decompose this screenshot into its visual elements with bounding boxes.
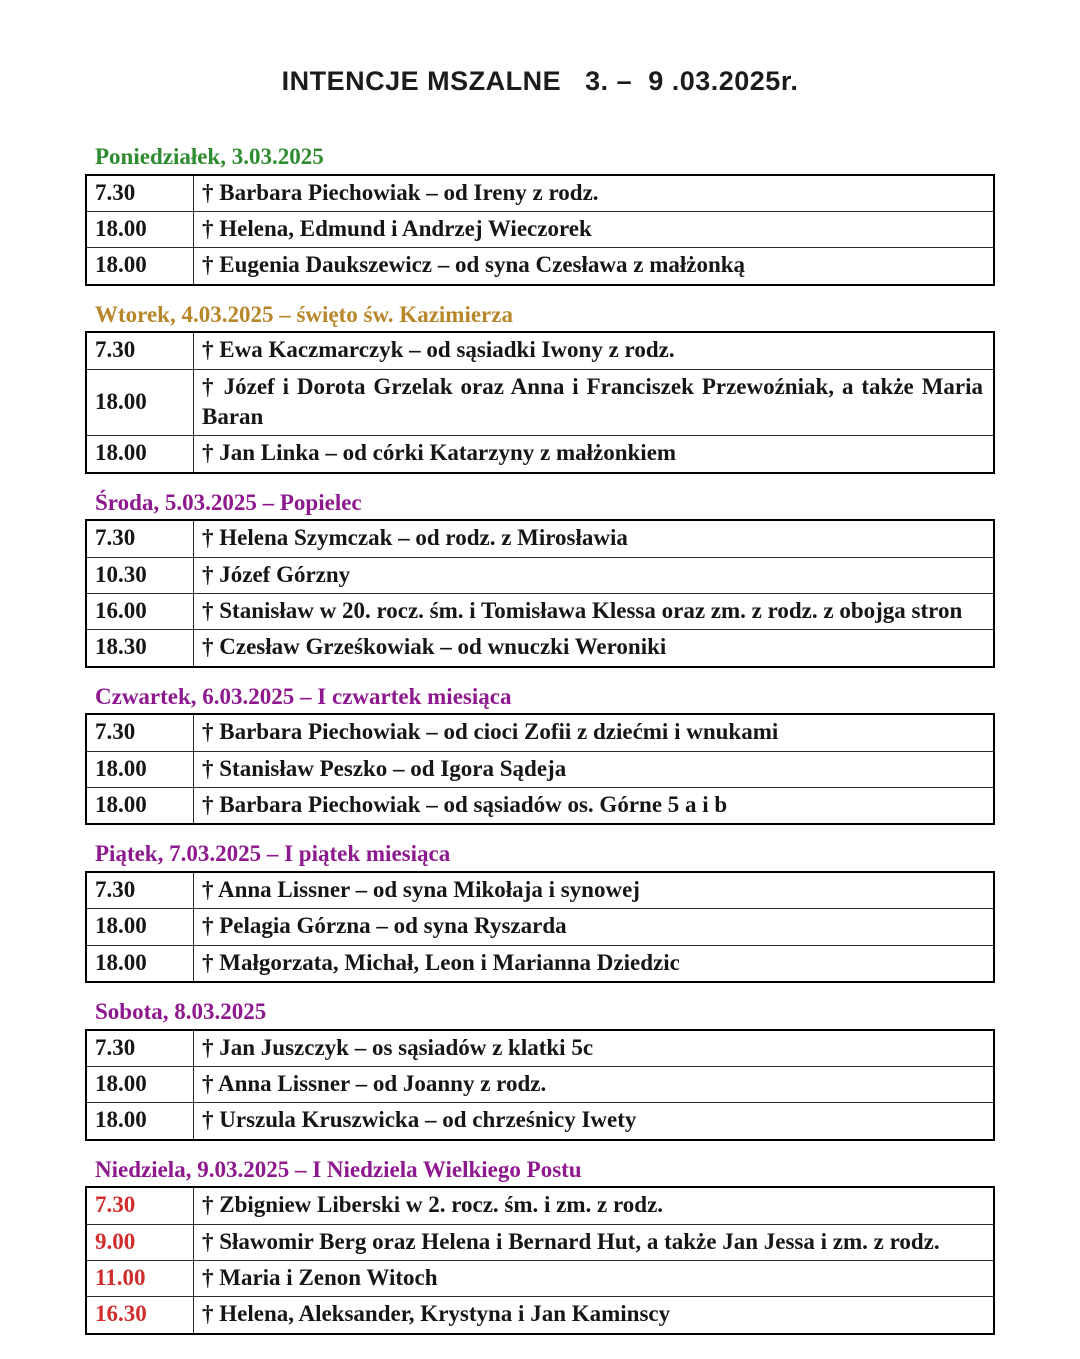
mass-intention: † Barbara Piechowiak – od sąsiadów os. Górne 5 a i b bbox=[194, 788, 995, 825]
mass-time: 18.00 bbox=[86, 1103, 194, 1140]
mass-intention: † Józef i Dorota Grzelak oraz Anna i Franciszek Przewoźniak, a także Maria Baran bbox=[194, 369, 995, 436]
mass-time: 18.00 bbox=[86, 788, 194, 825]
table-row bbox=[86, 332, 994, 369]
table-row bbox=[86, 436, 994, 473]
mass-intention: † Helena Szymczak – od rodz. z Mirosławia bbox=[194, 520, 995, 557]
table-row bbox=[86, 751, 994, 787]
day-section bbox=[85, 1156, 995, 1335]
table-row bbox=[86, 369, 994, 436]
table-row bbox=[86, 945, 994, 982]
table-row bbox=[86, 714, 994, 751]
mass-intentions-table bbox=[85, 871, 995, 983]
mass-intention: † Zbigniew Liberski w 2. rocz. śm. i zm. z rodz. bbox=[194, 1187, 995, 1224]
mass-time: 7.30 bbox=[86, 872, 194, 909]
mass-intentions-table bbox=[85, 713, 995, 825]
table-row bbox=[86, 1297, 994, 1334]
mass-intention: † Małgorzata, Michał, Leon i Marianna Dziedzic bbox=[194, 945, 995, 982]
table-row bbox=[86, 909, 994, 945]
page-title: INTENCJE MSZALNE 3. – 9 .03.2025r. bbox=[281, 66, 799, 96]
mass-intention: † Maria i Zenon Witoch bbox=[194, 1261, 995, 1297]
mass-intentions-table bbox=[85, 1029, 995, 1141]
day-heading: Środa, 5.03.2025 – Popielec bbox=[95, 489, 362, 515]
table-row bbox=[86, 872, 994, 909]
table-row bbox=[86, 248, 994, 285]
mass-time: 7.30 bbox=[86, 1187, 194, 1224]
mass-time: 16.30 bbox=[86, 1297, 194, 1334]
mass-time: 7.30 bbox=[86, 332, 194, 369]
table-row bbox=[86, 1187, 994, 1224]
table-row bbox=[86, 1067, 994, 1103]
table-body bbox=[86, 714, 994, 824]
day-heading: Poniedziałek, 3.03.2025 bbox=[95, 144, 324, 169]
mass-time: 7.30 bbox=[86, 714, 194, 751]
mass-time: 10.30 bbox=[86, 557, 194, 593]
table-row bbox=[86, 594, 994, 630]
day-sections-container bbox=[85, 143, 995, 1335]
mass-intentions-table bbox=[85, 174, 995, 286]
table-body bbox=[86, 520, 994, 666]
mass-intention: † Anna Lissner – od Joanny z rodz. bbox=[194, 1067, 995, 1103]
mass-intention: † Barbara Piechowiak – od Ireny z rodz. bbox=[194, 175, 995, 212]
table-row bbox=[86, 630, 994, 667]
mass-time: 18.00 bbox=[86, 436, 194, 473]
table-row bbox=[86, 1261, 994, 1297]
table-row bbox=[86, 788, 994, 825]
mass-time: 18.00 bbox=[86, 1067, 194, 1103]
mass-intentions-table bbox=[85, 331, 995, 473]
mass-intention: † Sławomir Berg oraz Helena i Bernard Hut, a także Jan Jessa i zm. z rodz. bbox=[194, 1224, 995, 1260]
mass-intentions-table bbox=[85, 1186, 995, 1334]
day-section bbox=[85, 998, 995, 1141]
mass-intention: † Helena, Edmund i Andrzej Wieczorek bbox=[194, 211, 995, 247]
day-section bbox=[85, 301, 995, 474]
table-row bbox=[86, 1224, 994, 1260]
mass-intention: † Stanisław Peszko – od Igora Sądeja bbox=[194, 751, 995, 787]
mass-time: 18.30 bbox=[86, 630, 194, 667]
table-row bbox=[86, 211, 994, 247]
day-heading: Wtorek, 4.03.2025 – święto św. Kazimierza bbox=[95, 301, 513, 327]
mass-intention: † Helena, Aleksander, Krystyna i Jan Kaminscy bbox=[194, 1297, 995, 1334]
table-body bbox=[86, 872, 994, 982]
mass-intention: † Czesław Grześkowiak – od wnuczki Weroniki bbox=[194, 630, 995, 667]
day-section bbox=[85, 840, 995, 983]
mass-intention: † Stanisław w 20. rocz. śm. i Tomisława Klessa oraz zm. z rodz. z obojga stron bbox=[194, 594, 995, 630]
table-row bbox=[86, 1103, 994, 1140]
mass-intention: † Anna Lissner – od syna Mikołaja i synowej bbox=[194, 872, 995, 909]
table-body bbox=[86, 332, 994, 472]
table-row bbox=[86, 520, 994, 557]
mass-time: 16.00 bbox=[86, 594, 194, 630]
mass-time: 9.00 bbox=[86, 1224, 194, 1260]
day-heading: Sobota, 8.03.2025 bbox=[95, 999, 267, 1025]
table-body bbox=[86, 1030, 994, 1140]
mass-intention: † Eugenia Daukszewicz – od syna Czesława z małżonką bbox=[194, 248, 995, 285]
mass-intentions-table bbox=[85, 519, 995, 667]
day-section bbox=[85, 683, 995, 826]
day-heading: Piątek, 7.03.2025 – I piątek miesiąca bbox=[95, 841, 451, 867]
mass-intention: † Ewa Kaczmarczyk – od sąsiadki Iwony z rodz. bbox=[194, 332, 995, 369]
day-section bbox=[85, 143, 995, 286]
mass-time: 18.00 bbox=[86, 751, 194, 787]
mass-time: 18.00 bbox=[86, 369, 194, 436]
mass-time: 18.00 bbox=[86, 248, 194, 285]
mass-time: 11.00 bbox=[86, 1261, 194, 1297]
table-row bbox=[86, 557, 994, 593]
mass-intention: † Jan Linka – od córki Katarzyny z małżonkiem bbox=[194, 436, 995, 473]
mass-time: 18.00 bbox=[86, 211, 194, 247]
mass-intention: † Barbara Piechowiak – od cioci Zofii z dziećmi i wnukami bbox=[194, 714, 995, 751]
day-section bbox=[85, 489, 995, 668]
table-row bbox=[86, 175, 994, 212]
mass-time: 7.30 bbox=[86, 1030, 194, 1067]
table-row bbox=[86, 1030, 994, 1067]
mass-intention: † Pelagia Górzna – od syna Ryszarda bbox=[194, 909, 995, 945]
table-body bbox=[86, 1187, 994, 1333]
day-heading: Czwartek, 6.03.2025 – I czwartek miesiąca bbox=[95, 683, 512, 709]
mass-time: 18.00 bbox=[86, 945, 194, 982]
mass-intention: † Jan Juszczyk – os sąsiadów z klatki 5c bbox=[194, 1030, 995, 1067]
mass-time: 7.30 bbox=[86, 520, 194, 557]
mass-time: 7.30 bbox=[86, 175, 194, 212]
day-heading: Niedziela, 9.03.2025 – I Niedziela Wielkiego Postu bbox=[95, 1156, 582, 1182]
mass-intention: † Józef Górzny bbox=[194, 557, 995, 593]
mass-intention: † Urszula Kruszwicka – od chrześnicy Iwety bbox=[194, 1103, 995, 1140]
mass-time: 18.00 bbox=[86, 909, 194, 945]
table-body bbox=[86, 175, 994, 285]
